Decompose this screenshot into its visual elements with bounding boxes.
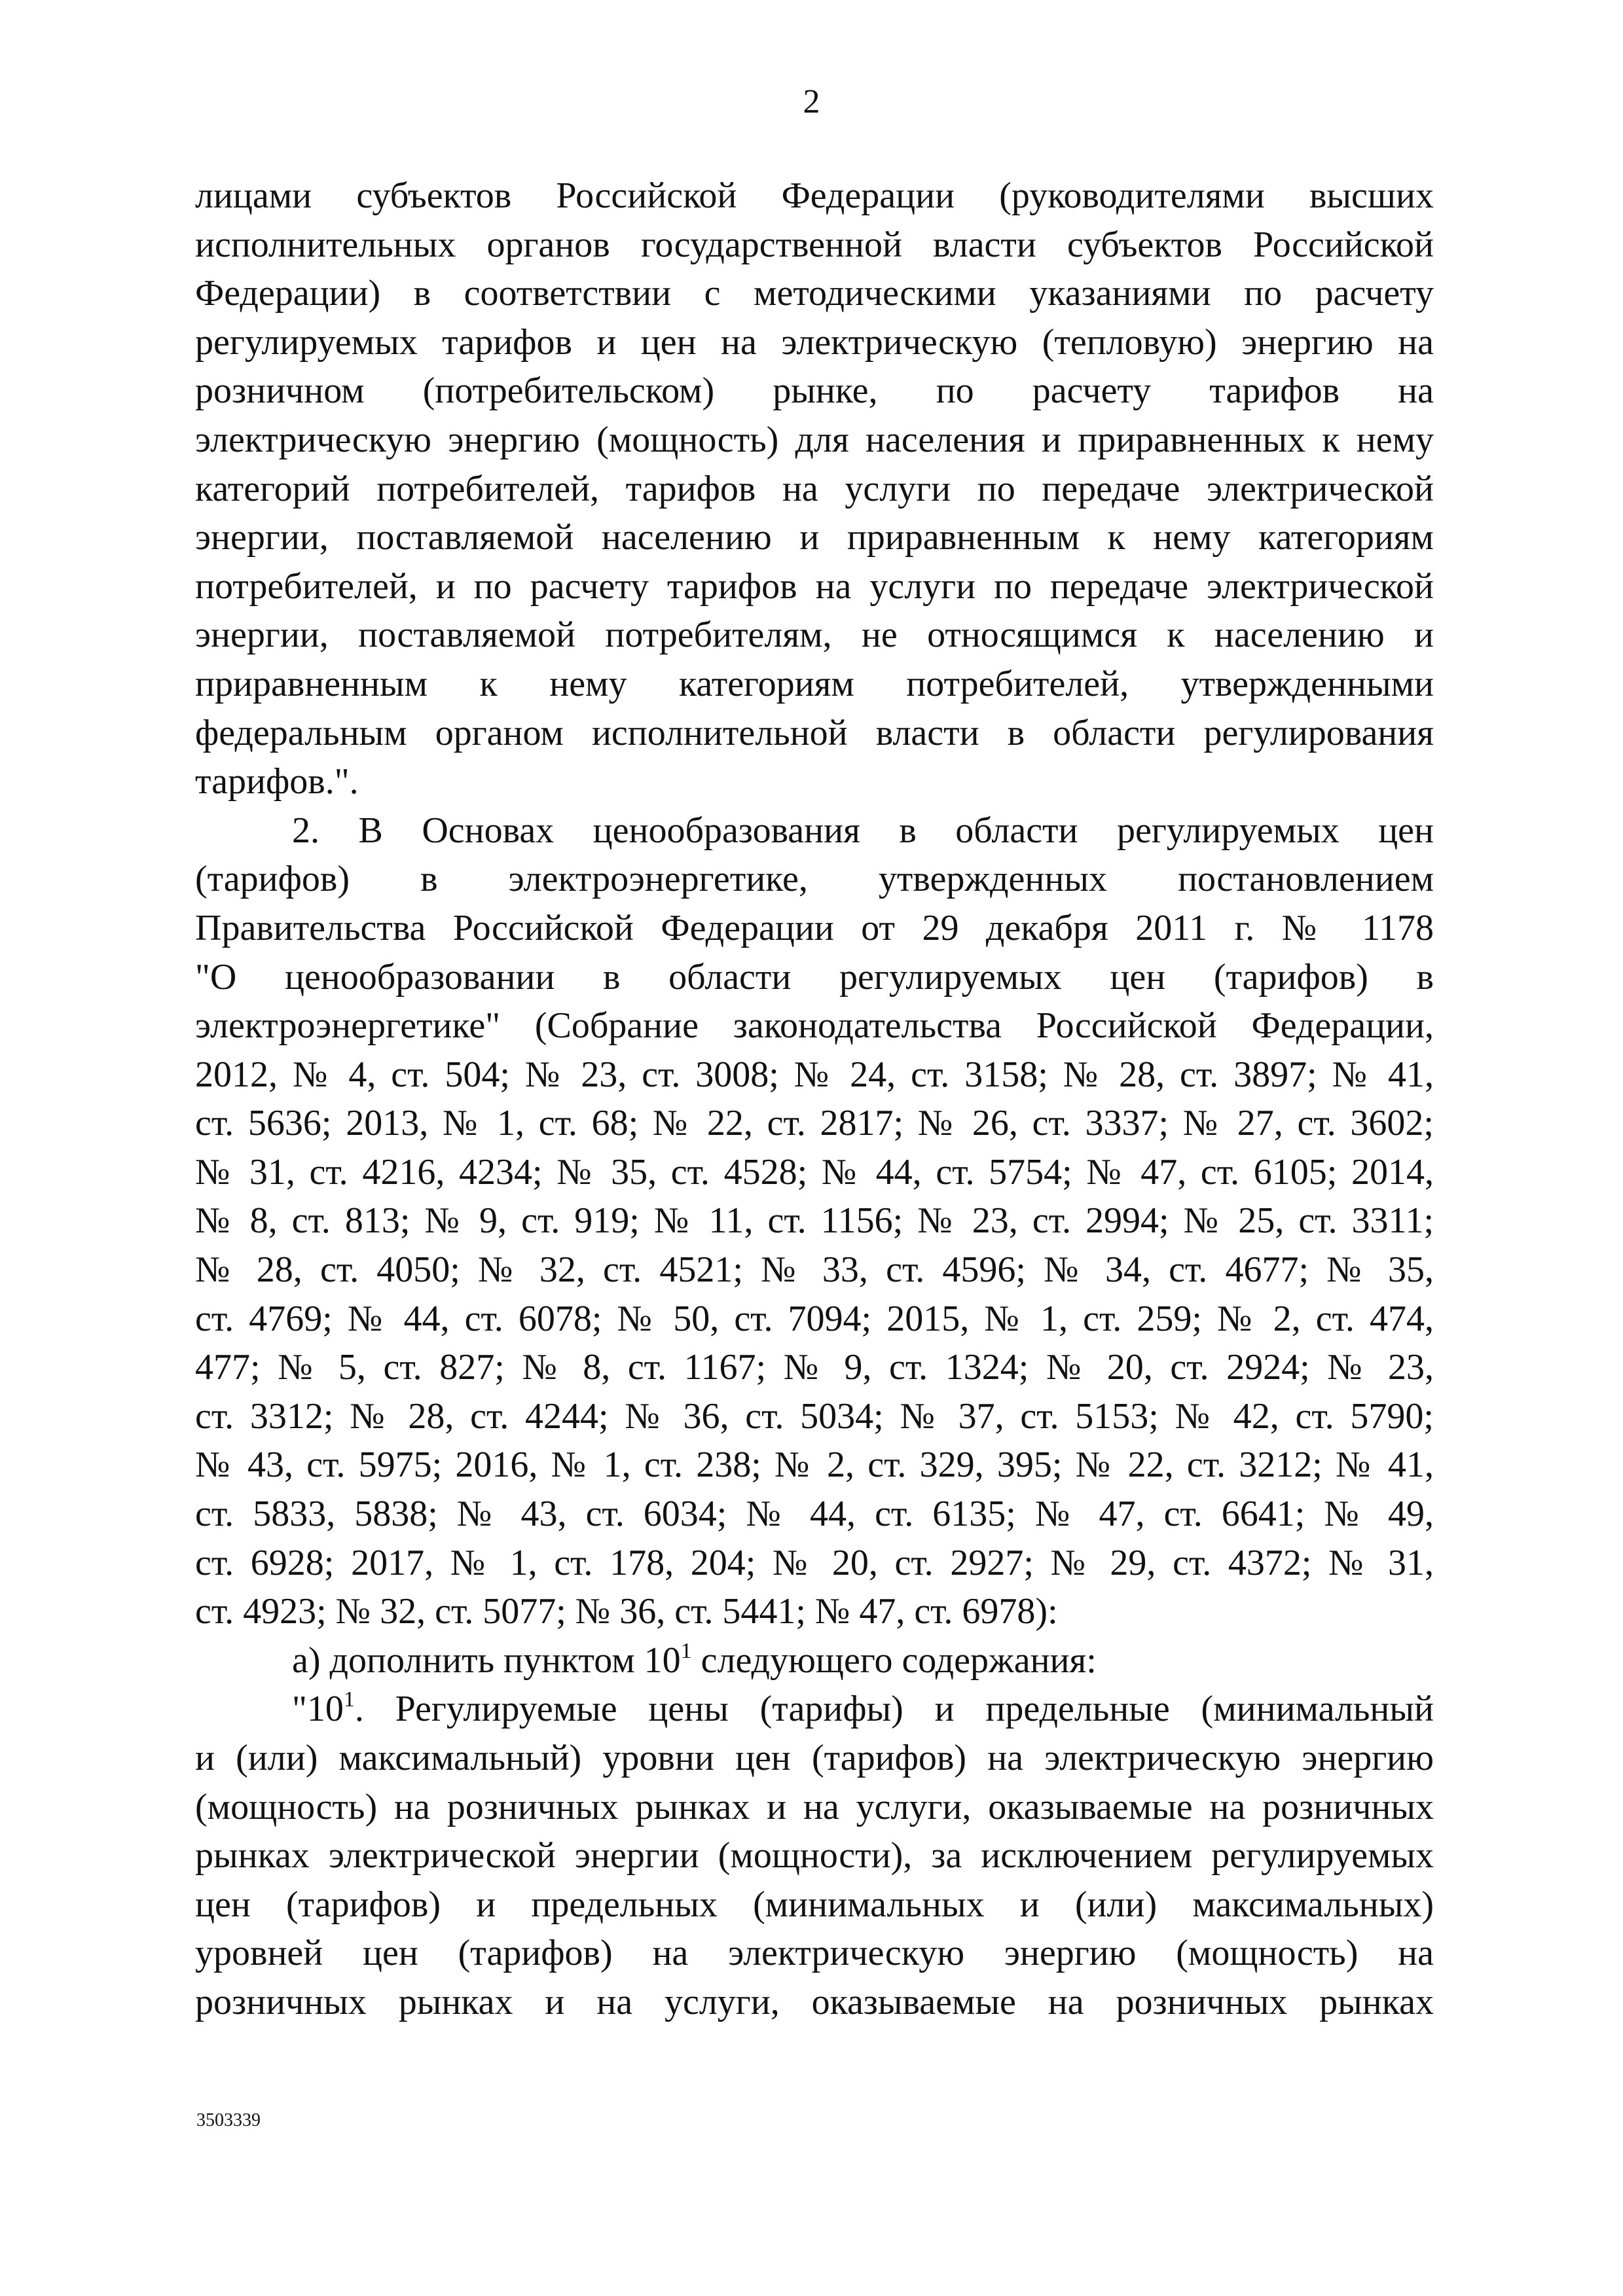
paragraph-end-line: ст. 4923; № 32, ст. 5077; № 36, ст. 5441; № 47, ст. 6978): [195, 1591, 1058, 1632]
point-10-1-first-line [195, 1685, 1434, 1734]
text-line: цен (тарифов) и предельных (минимальных и (или) максимальных) [195, 1884, 1434, 1925]
document-body [195, 171, 1434, 2027]
text-line: и (или) максимальный) уровни цен (тарифов) на электрическую энергию [195, 1738, 1434, 1778]
text-line: ст. 5833, 5838; № 43, ст. 6034; № 44, ст. 6135; № 47, ст. 6641; № 49, [195, 1494, 1434, 1535]
text-line: (тарифов) в электроэнергетике, утвержденных постановлением [195, 859, 1434, 900]
item-2-first-line: 2. В Основах ценообразования в области регулируемых цен [292, 810, 1434, 851]
text-line: энергии, поставляемой потребителям, не относящимся к населению и [195, 615, 1434, 656]
text-line: (мощность) на розничных рынках и на услуги, оказываемые на розничных [195, 1786, 1434, 1827]
text-line: розничном (потребительском) рынке, по расчету тарифов на [195, 370, 1434, 412]
text-line: 477; № 5, ст. 827; № 8, ст. 1167; № 9, ст. 1324; № 20, ст. 2924; № 23, [195, 1347, 1434, 1388]
text-line: Федерации) в соответствии с методическими указаниями по расчету [195, 273, 1434, 314]
text-line: федеральным органом исполнительной власти в области регулирования [195, 712, 1434, 753]
text-line: "О ценообразовании в области регулируемых цен (тарифов) в [195, 956, 1434, 997]
document-code: 3503339 [196, 2110, 261, 2130]
text-line: лицами субъектов Российской Федерации (руководителями высших [195, 175, 1434, 216]
page-number: 2 [803, 83, 820, 120]
superscript: 1 [680, 1638, 692, 1663]
subitem-a-line [195, 1636, 1434, 1685]
text-line: ст. 4769; № 44, ст. 6078; № 50, ст. 7094; 2015, № 1, ст. 259; № 2, ст. 474, [195, 1298, 1434, 1339]
text-line: ст. 5636; 2013, № 1, ст. 68; № 22, ст. 2817; № 26, ст. 3337; № 27, ст. 3602; [195, 1103, 1434, 1144]
text-line: ст. 3312; № 28, ст. 4244; № 36, ст. 5034; № 37, ст. 5153; № 42, ст. 5790; [195, 1395, 1434, 1437]
text-line: электрическую энергию (мощность) для населения и приравненных к нему [195, 419, 1434, 460]
text-line: категорий потребителей, тарифов на услуги по передаче электрической [195, 468, 1434, 509]
text-line: розничных рынках и на услуги, оказываемые на розничных рынках [195, 1981, 1434, 2022]
text-line: регулируемых тарифов и цен на электрическую (тепловую) энергию на [195, 321, 1434, 363]
text-line: рынках электрической энергии (мощности), за исключением регулируемых [195, 1835, 1434, 1876]
point-text: . Регулируемые цены (тарифы) и предельные (минимальный [354, 1689, 1434, 1730]
subitem-a-text-rest: следующего содержания: [691, 1640, 1097, 1681]
text-line: ст. 6928; 2017, № 1, ст. 178, 204; № 20, ст. 2927; № 29, ст. 4372; № 31, [195, 1542, 1434, 1583]
text-line: уровней цен (тарифов) на электрическую энергию (мощность) на [195, 1933, 1434, 1974]
paragraph-end-line: тарифов.". [195, 761, 359, 802]
subitem-a-text: а) дополнить пунктом 10 [292, 1640, 681, 1681]
text-line: 2012, № 4, ст. 504; № 23, ст. 3008; № 24, ст. 3158; № 28, ст. 3897; № 41, [195, 1054, 1434, 1095]
text-line: № 43, ст. 5975; 2016, № 1, ст. 238; № 2, ст. 329, 395; № 22, ст. 3212; № 41, [195, 1444, 1434, 1486]
text-line: № 8, ст. 813; № 9, ст. 919; № 11, ст. 1156; № 23, ст. 2994; № 25, ст. 3311; [195, 1200, 1434, 1242]
text-line: № 31, ст. 4216, 4234; № 35, ст. 4528; № 44, ст. 5754; № 47, ст. 6105; 2014, [195, 1151, 1434, 1193]
text-line: потребителей, и по расчету тарифов на услуги по передаче электрической [195, 565, 1434, 607]
point-number: "10 [292, 1689, 344, 1730]
text-line: энергии, поставляемой населению и приравненным к нему категориям [195, 517, 1434, 558]
text-line: приравненным к нему категориям потребителей, утвержденными [195, 663, 1434, 704]
text-line: электроэнергетике" (Собрание законодательства Российской Федерации, [195, 1005, 1434, 1047]
superscript: 1 [343, 1687, 355, 1712]
text-line: № 28, ст. 4050; № 32, ст. 4521; № 33, ст. 4596; № 34, ст. 4677; № 35, [195, 1249, 1434, 1291]
text-line: исполнительных органов государственной власти субъектов Российской [195, 224, 1434, 265]
text-line: Правительства Российской Федерации от 29 декабря 2011 г. № 1178 [195, 907, 1434, 948]
